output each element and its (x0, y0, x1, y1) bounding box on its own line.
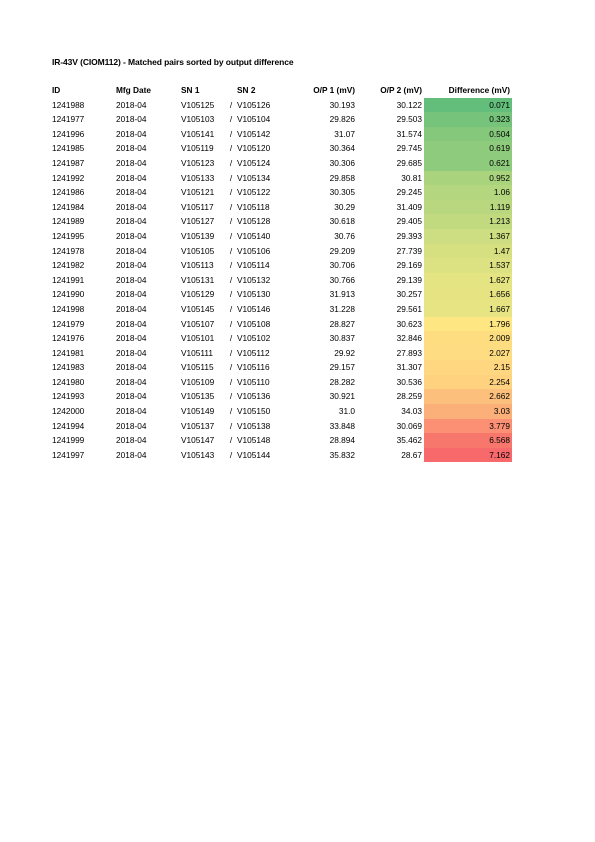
table-row (50, 171, 512, 186)
cell-difference: 1.213 (424, 214, 512, 229)
cell-op2: 30.536 (396, 376, 422, 387)
cell-id: 1241979 (52, 318, 85, 329)
table-row (50, 448, 512, 463)
header-op1: O/P 1 (mV) (313, 85, 355, 95)
cell-sn1: V105131 (181, 274, 215, 285)
cell-sn1: V105121 (181, 187, 215, 198)
cell-sn2: V105138 (237, 420, 271, 431)
cell-id: 1241976 (52, 333, 85, 344)
cell-id: 1241984 (52, 201, 85, 212)
table-row (50, 258, 512, 273)
cell-sn1: V105149 (181, 406, 215, 417)
table-row (50, 229, 512, 244)
cell-id: 1241983 (52, 362, 85, 373)
header-op2: O/P 2 (mV) (380, 85, 422, 95)
cell-op1: 30.76 (334, 230, 355, 241)
cell-difference: 2.662 (424, 389, 512, 404)
cell-difference: 0.621 (424, 156, 512, 171)
cell-id: 1242000 (52, 406, 85, 417)
cell-op2: 29.405 (396, 216, 422, 227)
cell-sn2: V105142 (237, 128, 271, 139)
cell-mfg-date: 2018-04 (116, 99, 147, 110)
cell-id: 1241998 (52, 303, 85, 314)
cell-difference: 3.779 (424, 419, 512, 434)
table-row (50, 317, 512, 332)
cell-separator: / (229, 99, 233, 110)
cell-sn1: V105133 (181, 172, 215, 183)
cell-separator: / (229, 201, 233, 212)
cell-op1: 31.0 (338, 406, 355, 417)
cell-difference: 1.537 (424, 258, 512, 273)
header-sn2: SN 2 (237, 85, 256, 95)
cell-separator: / (229, 143, 233, 154)
cell-op1: 30.193 (329, 99, 355, 110)
table-row (50, 404, 512, 419)
cell-sn1: V105137 (181, 420, 215, 431)
cell-mfg-date: 2018-04 (116, 391, 147, 402)
sheet-title: IR-43V (CIOM112) - Matched pairs sorted by output difference (52, 57, 294, 67)
cell-mfg-date: 2018-04 (116, 274, 147, 285)
cell-sn1: V105143 (181, 449, 215, 460)
cell-op1: 29.858 (329, 172, 355, 183)
cell-op1: 28.282 (329, 376, 355, 387)
cell-difference: 1.656 (424, 287, 512, 302)
cell-difference: 0.952 (424, 171, 512, 186)
table-row (50, 214, 512, 229)
cell-separator: / (229, 157, 233, 168)
cell-op1: 29.826 (329, 114, 355, 125)
header-mfg-date: Mfg Date (116, 85, 152, 95)
cell-op2: 32.846 (396, 333, 422, 344)
cell-mfg-date: 2018-04 (116, 347, 147, 358)
cell-sn1: V105119 (181, 143, 214, 154)
cell-sn2: V105114 (237, 260, 270, 271)
cell-sn2: V105148 (237, 435, 271, 446)
cell-separator: / (229, 260, 233, 271)
header-id: ID (52, 85, 61, 95)
cell-sn1: V105145 (181, 303, 215, 314)
cell-id: 1241990 (52, 289, 85, 300)
cell-op2: 30.623 (396, 318, 422, 329)
cell-sn2: V105140 (237, 230, 271, 241)
cell-sn2: V105128 (237, 216, 271, 227)
cell-mfg-date: 2018-04 (116, 362, 147, 373)
table-row (50, 287, 512, 302)
cell-sn2: V105144 (237, 449, 271, 460)
cell-op1: 29.157 (329, 362, 355, 373)
cell-op2: 27.893 (396, 347, 422, 358)
cell-sn2: V105150 (237, 406, 271, 417)
cell-sn2: V105134 (237, 172, 271, 183)
cell-mfg-date: 2018-04 (116, 172, 147, 183)
cell-separator: / (229, 435, 233, 446)
cell-sn2: V105108 (237, 318, 271, 329)
cell-sn1: V105127 (181, 216, 215, 227)
cell-mfg-date: 2018-04 (116, 201, 147, 212)
cell-op1: 31.913 (329, 289, 355, 300)
cell-sn1: V105111 (181, 347, 213, 358)
cell-op2: 34.03 (401, 406, 422, 417)
cell-id: 1241981 (52, 347, 85, 358)
table-row (50, 346, 512, 361)
cell-id: 1241978 (52, 245, 85, 256)
cell-mfg-date: 2018-04 (116, 333, 147, 344)
cell-sn1: V105135 (181, 391, 215, 402)
header-sn1: SN 1 (181, 85, 200, 95)
cell-id: 1241997 (52, 449, 85, 460)
cell-op2: 29.245 (396, 187, 422, 198)
table-row (50, 389, 512, 404)
cell-op2: 29.745 (396, 143, 422, 154)
cell-separator: / (229, 216, 233, 227)
cell-difference: 1.796 (424, 317, 512, 332)
header-difference: Difference (mV) (448, 85, 510, 95)
cell-sn2: V105122 (237, 187, 271, 198)
cell-difference: 1.119 (424, 200, 512, 215)
cell-difference: 0.619 (424, 141, 512, 156)
table-row (50, 185, 512, 200)
cell-separator: / (229, 420, 233, 431)
cell-sn1: V105101 (181, 333, 215, 344)
cell-op1: 30.706 (329, 260, 355, 271)
cell-mfg-date: 2018-04 (116, 420, 147, 431)
cell-separator: / (229, 362, 233, 373)
cell-id: 1241986 (52, 187, 85, 198)
cell-separator: / (229, 449, 233, 460)
cell-sn1: V105117 (181, 201, 214, 212)
cell-op2: 27.739 (396, 245, 422, 256)
cell-op2: 29.393 (396, 230, 422, 241)
cell-op1: 30.306 (329, 157, 355, 168)
table-body (50, 98, 512, 463)
cell-difference: 0.504 (424, 127, 512, 142)
cell-op2: 30.81 (401, 172, 422, 183)
cell-mfg-date: 2018-04 (116, 187, 147, 198)
cell-op1: 33.848 (329, 420, 355, 431)
table-row (50, 273, 512, 288)
cell-op1: 29.209 (329, 245, 355, 256)
cell-sn2: V105126 (237, 99, 271, 110)
cell-op2: 29.561 (396, 303, 422, 314)
cell-op2: 30.122 (396, 99, 422, 110)
cell-sn1: V105109 (181, 376, 215, 387)
cell-difference: 0.323 (424, 112, 512, 127)
cell-mfg-date: 2018-04 (116, 435, 147, 446)
cell-sn2: V105136 (237, 391, 271, 402)
cell-id: 1241995 (52, 230, 85, 241)
cell-id: 1241991 (52, 274, 85, 285)
cell-id: 1241993 (52, 391, 85, 402)
cell-op1: 31.07 (334, 128, 355, 139)
cell-op1: 30.837 (329, 333, 355, 344)
cell-mfg-date: 2018-04 (116, 143, 147, 154)
cell-id: 1241982 (52, 260, 85, 271)
cell-id: 1241992 (52, 172, 85, 183)
cell-difference: 1.667 (424, 302, 512, 317)
cell-separator: / (229, 187, 233, 198)
cell-sn2: V105118 (237, 201, 270, 212)
cell-sn2: V105130 (237, 289, 271, 300)
cell-separator: / (229, 128, 233, 139)
cell-sn2: V105116 (237, 362, 270, 373)
cell-separator: / (229, 230, 233, 241)
cell-separator: / (229, 245, 233, 256)
cell-op1: 30.766 (329, 274, 355, 285)
table-row (50, 112, 512, 127)
cell-sn1: V105113 (181, 260, 214, 271)
cell-mfg-date: 2018-04 (116, 303, 147, 314)
cell-difference: 2.009 (424, 331, 512, 346)
cell-separator: / (229, 303, 233, 314)
cell-sn2: V105112 (237, 347, 270, 358)
cell-separator: / (229, 289, 233, 300)
cell-separator: / (229, 347, 233, 358)
cell-id: 1241994 (52, 420, 85, 431)
cell-separator: / (229, 333, 233, 344)
table-row (50, 360, 512, 375)
cell-sn2: V105120 (237, 143, 271, 154)
cell-op2: 31.409 (396, 201, 422, 212)
cell-sn1: V105147 (181, 435, 215, 446)
cell-sn1: V105105 (181, 245, 215, 256)
cell-op1: 35.832 (329, 449, 355, 460)
cell-difference: 2.254 (424, 375, 512, 390)
cell-separator: / (229, 274, 233, 285)
cell-difference: 7.162 (424, 448, 512, 463)
cell-sn2: V105132 (237, 274, 271, 285)
cell-mfg-date: 2018-04 (116, 128, 147, 139)
cell-mfg-date: 2018-04 (116, 114, 147, 125)
cell-op1: 30.29 (334, 201, 355, 212)
cell-op1: 28.827 (329, 318, 355, 329)
table-row (50, 331, 512, 346)
cell-sn1: V105107 (181, 318, 215, 329)
cell-difference: 2.027 (424, 346, 512, 361)
cell-op2: 30.069 (396, 420, 422, 431)
cell-id: 1241985 (52, 143, 85, 154)
cell-op2: 29.503 (396, 114, 422, 125)
cell-op2: 29.169 (396, 260, 422, 271)
cell-op2: 30.257 (396, 289, 422, 300)
cell-op2: 28.67 (401, 449, 422, 460)
cell-separator: / (229, 172, 233, 183)
cell-op1: 29.92 (334, 347, 355, 358)
cell-id: 1241988 (52, 99, 85, 110)
cell-mfg-date: 2018-04 (116, 318, 147, 329)
cell-id: 1241999 (52, 435, 85, 446)
cell-sn2: V105110 (237, 376, 270, 387)
header-row (50, 83, 512, 98)
cell-sn1: V105115 (181, 362, 214, 373)
cell-mfg-date: 2018-04 (116, 449, 147, 460)
cell-difference: 1.367 (424, 229, 512, 244)
cell-mfg-date: 2018-04 (116, 406, 147, 417)
table-row (50, 433, 512, 448)
table-row (50, 200, 512, 215)
cell-separator: / (229, 406, 233, 417)
cell-op2: 31.574 (396, 128, 422, 139)
cell-mfg-date: 2018-04 (116, 289, 147, 300)
table-row (50, 302, 512, 317)
cell-sn2: V105106 (237, 245, 271, 256)
cell-mfg-date: 2018-04 (116, 376, 147, 387)
cell-difference: 1.06 (424, 185, 512, 200)
cell-separator: / (229, 376, 233, 387)
cell-mfg-date: 2018-04 (116, 260, 147, 271)
cell-difference: 6.568 (424, 433, 512, 448)
table-row (50, 141, 512, 156)
cell-id: 1241989 (52, 216, 85, 227)
cell-sn2: V105104 (237, 114, 271, 125)
cell-sn1: V105103 (181, 114, 215, 125)
cell-op1: 31.228 (329, 303, 355, 314)
table-row (50, 127, 512, 142)
cell-sn1: V105123 (181, 157, 215, 168)
table-row (50, 244, 512, 259)
cell-separator: / (229, 114, 233, 125)
table-row (50, 419, 512, 434)
table-row (50, 375, 512, 390)
table-row (50, 98, 512, 113)
cell-op2: 29.685 (396, 157, 422, 168)
cell-difference: 3.03 (424, 404, 512, 419)
cell-difference: 1.627 (424, 273, 512, 288)
cell-sn1: V105139 (181, 230, 215, 241)
cell-difference: 0.071 (424, 98, 512, 113)
table-row (50, 156, 512, 171)
cell-op2: 31.307 (396, 362, 422, 373)
cell-separator: / (229, 318, 233, 329)
cell-sn2: V105146 (237, 303, 271, 314)
cell-id: 1241987 (52, 157, 85, 168)
cell-sn1: V105141 (181, 128, 215, 139)
cell-mfg-date: 2018-04 (116, 216, 147, 227)
cell-op1: 30.364 (329, 143, 355, 154)
cell-separator: / (229, 391, 233, 402)
cell-id: 1241980 (52, 376, 85, 387)
cell-op2: 29.139 (396, 274, 422, 285)
cell-op1: 28.894 (329, 435, 355, 446)
cell-op1: 30.305 (329, 187, 355, 198)
cell-mfg-date: 2018-04 (116, 157, 147, 168)
matched-pairs-table (50, 83, 512, 462)
cell-difference: 1.47 (424, 244, 512, 259)
cell-id: 1241977 (52, 114, 85, 125)
cell-op2: 35.462 (396, 435, 422, 446)
cell-sn2: V105102 (237, 333, 271, 344)
cell-sn1: V105125 (181, 99, 215, 110)
cell-mfg-date: 2018-04 (116, 245, 147, 256)
cell-op1: 30.618 (329, 216, 355, 227)
cell-op2: 28.259 (396, 391, 422, 402)
cell-sn1: V105129 (181, 289, 215, 300)
cell-mfg-date: 2018-04 (116, 230, 147, 241)
cell-difference: 2.15 (424, 360, 512, 375)
cell-id: 1241996 (52, 128, 85, 139)
cell-op1: 30.921 (329, 391, 355, 402)
cell-sn2: V105124 (237, 157, 271, 168)
header-separator (227, 83, 235, 98)
